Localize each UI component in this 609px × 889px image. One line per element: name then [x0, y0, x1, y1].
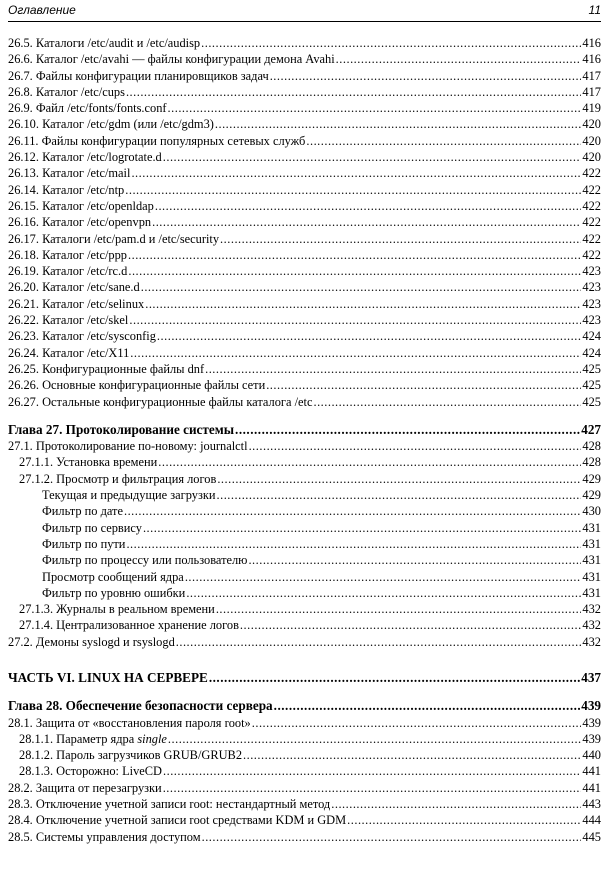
leader-dots	[274, 698, 581, 714]
toc-entry-page: 440	[582, 748, 601, 763]
leader-dots	[217, 471, 581, 487]
leader-dots	[125, 182, 581, 198]
leader-dots	[152, 214, 581, 230]
toc-entry[interactable]	[8, 536, 601, 552]
leader-dots	[143, 520, 581, 536]
toc-entry-page: 422	[582, 182, 601, 197]
leader-dots	[216, 601, 582, 617]
toc-entry-label: 28.4. Отключение учетной записи root средствами KDM и GDM	[8, 813, 347, 828]
leader-dots	[176, 634, 582, 650]
toc-entry-page: 425	[582, 394, 601, 409]
toc-entry[interactable]	[8, 182, 601, 198]
toc-entry-label: 28.1.2. Пароль загрузчиков GRUB/GRUB2	[19, 748, 243, 763]
toc-entry-page: 431	[582, 553, 601, 568]
leader-dots	[220, 231, 581, 247]
toc-entry-page: 420	[582, 133, 601, 148]
toc-entry-page: 428	[582, 455, 601, 470]
leader-dots	[205, 361, 581, 377]
header-title: Оглавление	[8, 3, 76, 17]
toc-chapter-28[interactable]	[8, 698, 601, 714]
toc-entry[interactable]	[8, 747, 601, 763]
leader-dots	[235, 422, 580, 438]
leader-dots	[209, 670, 580, 686]
toc-entry-label: 28.1. Защита от «восстановления пароля root»	[8, 715, 251, 730]
leader-dots	[131, 165, 581, 181]
leader-dots	[252, 715, 582, 731]
toc-entry-page: 422	[582, 247, 601, 262]
toc-entry-page: 422	[582, 166, 601, 181]
toc-entry-label: 26.17. Каталоги /etc/pam.d и /etc/security	[8, 231, 220, 246]
toc-entry-page: 422	[582, 231, 601, 246]
toc-entry-page: 431	[582, 536, 601, 551]
toc-entry[interactable]	[8, 731, 601, 747]
toc-entry-label: 26.14. Каталог /etc/ntp	[8, 182, 125, 197]
leader-dots	[336, 51, 582, 67]
leader-dots	[158, 454, 581, 470]
toc-entry-page: 432	[582, 602, 601, 617]
toc-entry-label: 26.21. Каталог /etc/selinux	[8, 296, 145, 311]
toc-entry[interactable]	[8, 634, 601, 650]
toc-entry-label: 27.1. Протоколирование по-новому: journalctl	[8, 439, 248, 454]
leader-dots	[249, 438, 582, 454]
toc-chapter-27[interactable]	[8, 422, 601, 438]
toc-entry-page: 425	[582, 378, 601, 393]
toc-entry[interactable]	[8, 149, 601, 165]
toc-entry[interactable]	[8, 377, 601, 393]
toc-entry-page: 416	[582, 52, 601, 67]
toc-entry[interactable]	[8, 715, 601, 731]
toc-entry[interactable]	[8, 454, 601, 470]
toc-entry[interactable]	[8, 471, 601, 487]
part-title: ЧАСТЬ VI. LINUX НА СЕРВЕРЕ	[8, 669, 208, 685]
leader-dots	[201, 35, 581, 51]
toc-entry[interactable]	[8, 503, 601, 519]
toc-entry-label: 28.2. Защита от перезагрузки	[8, 780, 162, 795]
toc-entry-label: 27.2. Демоны syslogd и rsyslogd	[8, 634, 175, 649]
toc-entry-page: 439	[582, 715, 601, 730]
toc-entry-label: 26.13. Каталог /etc/mail	[8, 166, 131, 181]
toc-entry-label: 26.22. Каталог /etc/skel	[8, 313, 129, 328]
toc-entry-page: 431	[582, 585, 601, 600]
toc-entry[interactable]	[8, 198, 601, 214]
leader-dots	[347, 812, 581, 828]
toc-entry[interactable]	[8, 231, 601, 247]
toc-entry[interactable]	[8, 279, 601, 295]
toc-entry-page: 430	[582, 504, 601, 519]
toc-entry-page: 439	[582, 731, 601, 746]
toc-entry-page: 423	[582, 296, 601, 311]
chapter-title: Глава 27. Протоколирование системы	[8, 421, 235, 437]
header-page-number: 11	[588, 3, 601, 17]
toc-entry-label: 28.3. Отключение учетной записи root: нестандартный метод	[8, 797, 331, 812]
leader-dots	[240, 617, 581, 633]
chapter-page: 439	[581, 698, 601, 714]
toc-entry[interactable]	[8, 394, 601, 410]
toc-entry-page: 425	[582, 361, 601, 376]
toc-entry-label: 27.1.3. Журналы в реальном времени	[19, 602, 215, 617]
toc-entry[interactable]	[8, 361, 601, 377]
leader-dots	[163, 763, 581, 779]
chapter-title: Глава 28. Обеспечение безопасности сервера	[8, 698, 273, 714]
toc-entry-page: 432	[582, 634, 601, 649]
leader-dots	[163, 780, 582, 796]
leader-dots	[331, 796, 581, 812]
toc-entry[interactable]	[8, 601, 601, 617]
leader-dots	[129, 312, 581, 328]
toc-entry-page: 416	[582, 36, 601, 50]
toc-entry-label: 26.16. Каталог /etc/openvpn	[8, 215, 152, 230]
toc-entry[interactable]	[8, 84, 601, 100]
toc-entry-page: 423	[582, 280, 601, 295]
toc-entry[interactable]	[8, 552, 601, 568]
leader-dots	[313, 394, 581, 410]
toc-entry[interactable]	[8, 247, 601, 263]
leader-dots	[185, 569, 582, 585]
toc-entry-page: 429	[582, 471, 601, 486]
toc-entry[interactable]	[8, 165, 601, 181]
toc-entry[interactable]	[8, 116, 601, 132]
toc-entry-page: 441	[582, 780, 601, 795]
leader-dots	[163, 149, 582, 165]
chapter-page: 427	[581, 421, 601, 437]
toc-entry[interactable]	[8, 296, 601, 312]
leader-dots	[266, 377, 581, 393]
toc-entry-page: 431	[582, 569, 601, 584]
toc-entry-page: 420	[582, 150, 601, 165]
toc-entry[interactable]	[8, 345, 601, 361]
leader-dots	[202, 829, 582, 845]
leader-dots	[168, 100, 582, 116]
toc-part-6[interactable]	[8, 670, 601, 686]
toc-entry[interactable]	[8, 487, 601, 503]
toc-entry-label: 26.12. Каталог /etc/logrotate.d	[8, 150, 162, 165]
leader-dots	[126, 84, 581, 100]
toc-entry-page: 422	[582, 215, 601, 230]
leader-dots	[155, 198, 582, 214]
toc-entry-page: 445	[582, 829, 601, 844]
toc-entry-page: 429	[582, 488, 601, 503]
toc-entry[interactable]	[8, 585, 601, 601]
toc-entry-label: 26.23. Каталог /etc/sysconfig	[8, 329, 156, 344]
toc-entry-label: 26.9. Файл /etc/fonts/fonts.conf	[8, 101, 167, 116]
toc-entry-label-italic: single	[137, 731, 167, 746]
toc-entry-label-prefix: 28.1.1. Параметр ядра	[19, 731, 138, 746]
toc-entry-label: 26.26. Основные конфигурационные файлы сети	[8, 378, 266, 393]
toc-entry-page: 443	[582, 797, 601, 812]
leader-dots	[215, 116, 582, 132]
toc-entry-label: 26.8. Каталог /etc/cups	[8, 84, 125, 99]
toc-entry-label: 27.1.1. Установка времени	[19, 455, 158, 470]
leader-dots	[217, 487, 582, 503]
toc-entry[interactable]	[8, 520, 601, 536]
toc-entry-label	[19, 731, 167, 747]
toc-entry-label: 26.15. Каталог /etc/openldap	[8, 198, 154, 213]
toc-entry-page: 444	[582, 813, 601, 828]
toc-entry-page: 431	[582, 520, 601, 535]
leader-dots	[126, 536, 581, 552]
toc-entry[interactable]	[8, 569, 601, 585]
toc-entry-label: Просмотр сообщений ядра	[42, 569, 184, 584]
toc-entry-page: 417	[582, 84, 601, 99]
leader-dots	[145, 296, 581, 312]
toc-entry-label: 27.1.4. Централизованное хранение логов	[19, 618, 239, 633]
toc-entry-label: Текущая и предыдущие загрузки	[42, 488, 216, 503]
toc-entry-label: Фильтр по дате	[42, 504, 123, 519]
leader-dots	[157, 328, 581, 344]
toc-entry-page: 424	[582, 329, 601, 344]
toc-entry[interactable]	[8, 328, 601, 344]
page-header	[8, 3, 601, 22]
leader-dots	[128, 247, 581, 263]
toc-entry-label: 26.5. Каталоги /etc/audit и /etc/audisp	[8, 36, 201, 50]
toc-entry[interactable]	[8, 51, 601, 67]
toc-entry-label: Фильтр по уровню ошибки	[42, 585, 186, 600]
leader-dots	[270, 68, 582, 84]
toc-entry-label: 28.5. Системы управления доступом	[8, 829, 201, 844]
leader-dots	[168, 731, 581, 747]
toc-entry[interactable]	[8, 812, 601, 828]
toc-entry-page: 441	[582, 764, 601, 779]
toc-entry-label: 26.20. Каталог /etc/sane.d	[8, 280, 140, 295]
toc-entry-label: 26.11. Файлы конфигурации популярных сетевых служб	[8, 133, 306, 148]
toc-entry[interactable]	[8, 829, 601, 845]
toc-entry-label: 26.19. Каталог /etc/rc.d	[8, 264, 128, 279]
leader-dots	[130, 345, 581, 361]
toc-entry[interactable]	[8, 617, 601, 633]
toc-entry-label: 27.1.2. Просмотр и фильтрация логов	[19, 471, 217, 486]
toc-entry-label: 26.7. Файлы конфигурации планировщиков задач	[8, 68, 269, 83]
leader-dots	[186, 585, 581, 601]
toc-entry-label: 26.10. Каталог /etc/gdm (или /etc/gdm3)	[8, 117, 214, 132]
toc-entry[interactable]	[8, 763, 601, 779]
toc-entry[interactable]	[8, 35, 601, 51]
leader-dots	[306, 133, 581, 149]
toc-entry[interactable]	[8, 780, 601, 796]
leader-dots	[124, 503, 581, 519]
toc-entry-label: Фильтр по процессу или пользователю	[42, 553, 248, 568]
toc-entry-label: 26.25. Конфигурационные файлы dnf	[8, 361, 205, 376]
toc-entry[interactable]	[8, 68, 601, 84]
toc-entry-page: 423	[582, 313, 601, 328]
leader-dots	[248, 552, 581, 568]
toc-entry-page: 420	[582, 117, 601, 132]
leader-dots	[128, 263, 581, 279]
toc-entry-label: 26.24. Каталог /etc/X11	[8, 345, 130, 360]
toc-entry-label: 26.18. Каталог /etc/ppp	[8, 247, 127, 262]
toc-entry-page: 432	[582, 618, 601, 633]
toc-entry[interactable]	[8, 100, 601, 116]
toc-entry-label: Фильтр по пути	[42, 536, 126, 551]
toc-entry[interactable]	[8, 312, 601, 328]
leader-dots	[243, 747, 581, 763]
toc-entry[interactable]	[8, 796, 601, 812]
toc-entry-page: 424	[582, 345, 601, 360]
toc-entry[interactable]	[8, 214, 601, 230]
table-of-contents	[8, 35, 601, 845]
leader-dots	[141, 279, 582, 295]
toc-entry-page: 423	[582, 264, 601, 279]
part-page: 437	[581, 669, 601, 685]
toc-entry-page: 419	[582, 101, 601, 116]
toc-entry-label: Фильтр по сервису	[42, 520, 142, 535]
toc-entry-page: 422	[582, 198, 601, 213]
toc-entry[interactable]	[8, 263, 601, 279]
toc-entry-page: 428	[582, 439, 601, 454]
toc-entry[interactable]	[8, 438, 601, 454]
toc-entry-label: 26.27. Остальные конфигурационные файлы каталога /etc	[8, 394, 313, 409]
toc-entry-page: 417	[582, 68, 601, 83]
toc-entry-label: 28.1.3. Осторожно: LiveCD	[19, 764, 162, 779]
toc-entry[interactable]	[8, 133, 601, 149]
toc-entry-label: 26.6. Каталог /etc/avahi — файлы конфигурации демона Avahi	[8, 52, 335, 67]
